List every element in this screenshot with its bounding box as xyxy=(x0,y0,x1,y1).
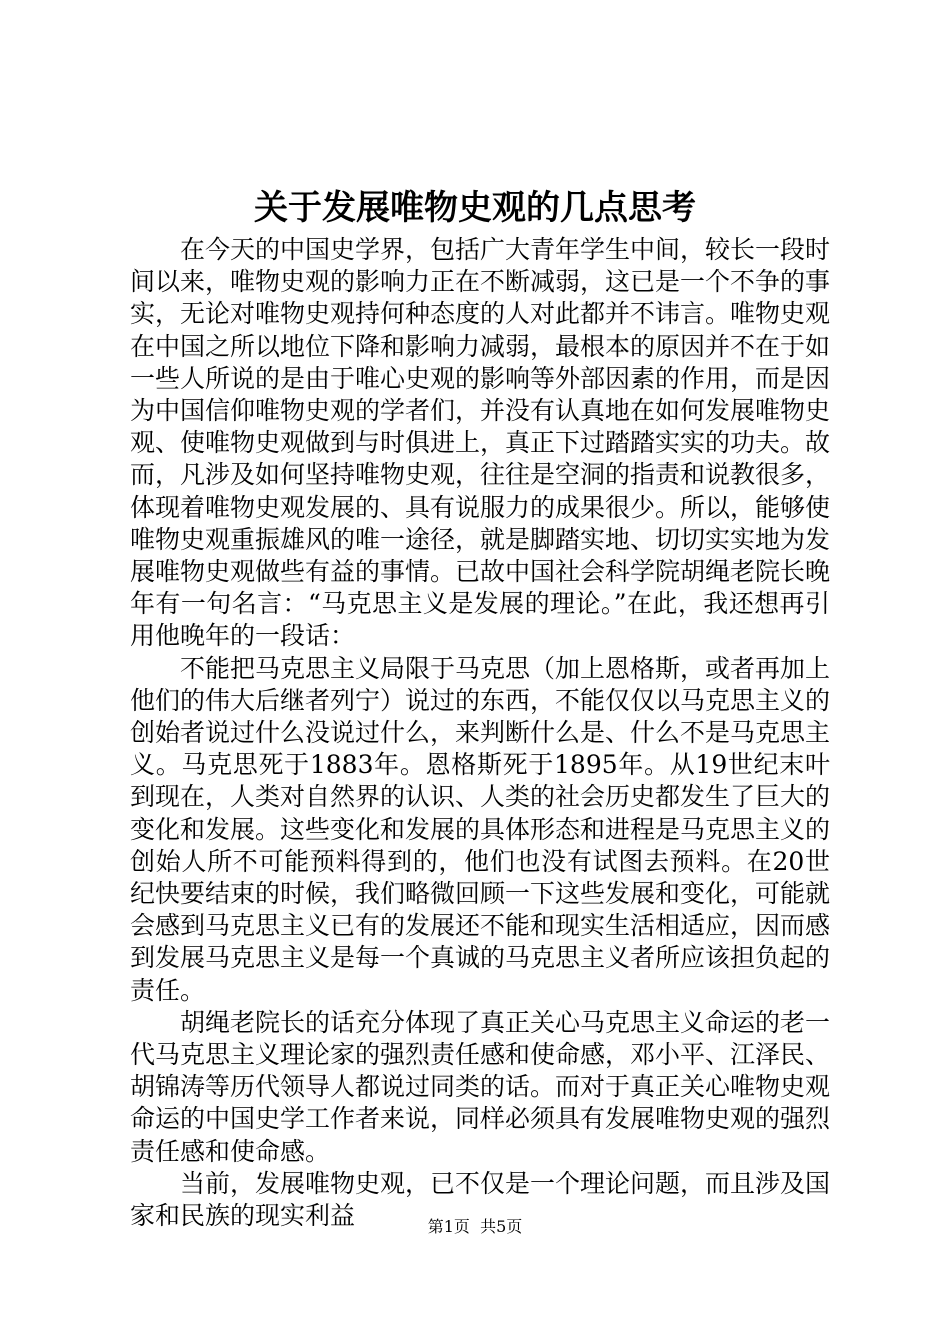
page-footer xyxy=(0,1216,950,1238)
paragraph: 当前，发展唯物史观，已不仅是一个理论问题，而且涉及国家和民族的现实利益 xyxy=(130,1168,831,1231)
page-indicator: 第1页 共5页 xyxy=(427,1217,523,1236)
document-title: 关于发展唯物史观的几点思考 xyxy=(254,188,696,228)
paragraph: 在今天的中国史学界，包括广大青年学生中间，较长一段时间以来，唯物史观的影响力正在不断减弱，这已是一个不争的事实，无论对唯物史观持何种态度的人对此都并不讳言。唯物史观在中国之所以地位下降和影响力减弱，最根本的原因并不在于如一些人所说的是由于唯心史观的影响等外部因素的作用，而是因为中国信仰唯物史观的学者们，并没有认真地在如何发展唯物史观、使唯物史观做到与时俱进上，真正下过踏踏实实的功夫。故而，凡涉及如何坚持唯物史观，往往是空洞的指责和说教很多，体现着唯物史观发展的、具有说服力的成果很少。所以，能够使唯物史观重振雄风的唯一途径，就是脚踏实地、切切实实地为发展唯物史观做些有益的事情。已故中国社会科学院胡绳老院长晚年有一句名言：“马克思主义是发展的理论。”在此，我还想再引用他晚年的一段话： xyxy=(130,235,831,651)
document-body xyxy=(130,234,830,1232)
paragraph: 不能把马克思主义局限于马克思（加上恩格斯，或者再加上他们的伟大后继者列宁）说过的东西，不能仅仅以马克思主义的创始者说过什么没说过什么，来判断什么是、什么不是马克思主义。马克思死于1883年。恩格斯死于1895年。从19世纪末叶到现在，人类对自然界的认识、人类的社会历史都发生了巨大的变化和发展。这些变化和发展的具体形态和进程是马克思主义的创始人所不可能预料得到的，他们也没有试图去预料。在20世纪快要结束的时候，我们略微回顾一下这些发展和变化，可能就会感到马克思主义已有的发展还不能和现实生活相适应，因而感到发展马克思主义是每一个真诚的马克思主义者所应该担负起的责任。 xyxy=(130,653,831,1005)
paragraph: 胡绳老院长的话充分体现了真正关心马克思主义命运的老一代马克思主义理论家的强烈责任感和使命感，邓小平、江泽民、胡锦涛等历代领导人都说过同类的话。而对于真正关心唯物史观命运的中国史学工作者来说，同样必须具有发展唯物史观的强烈责任感和使命感。 xyxy=(130,1007,831,1166)
